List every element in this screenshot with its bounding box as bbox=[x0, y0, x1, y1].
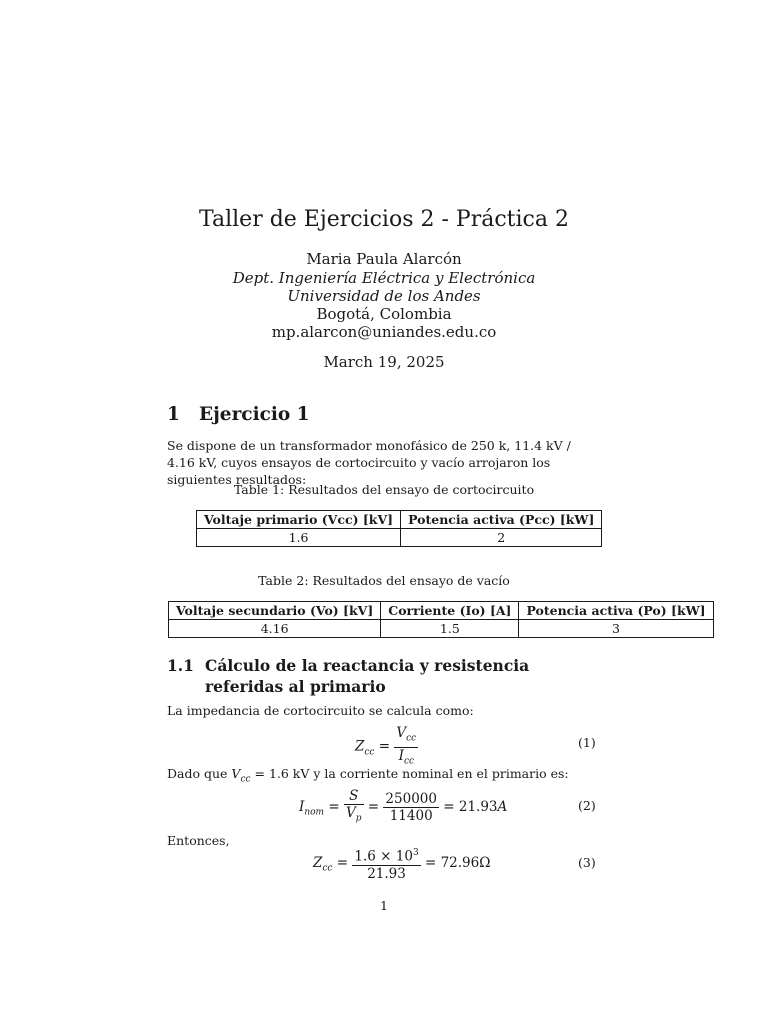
eq-subscript: cc bbox=[403, 756, 415, 767]
table-header-cell: Corriente (Io) [A] bbox=[381, 602, 519, 620]
table1-caption: Table 1: Resultados del ensayo de cortocircuito bbox=[233, 482, 535, 497]
eq-unit: A bbox=[497, 798, 508, 815]
eq-result: = 72.96Ω bbox=[424, 854, 491, 871]
eq-symbol: V bbox=[231, 766, 241, 781]
table-cell: 4.16 bbox=[169, 620, 381, 638]
table-header-cell: Voltaje primario (Vcc) [kV] bbox=[197, 511, 401, 529]
eq-numerator: 1.6 × 10 bbox=[354, 848, 413, 865]
table2-caption: Table 2: Resultados del ensayo de vacío bbox=[258, 573, 510, 588]
paragraph: Entonces, bbox=[167, 833, 230, 848]
eq-symbol: Z bbox=[313, 854, 323, 871]
eq-symbol: I bbox=[398, 747, 404, 764]
table-header-cell: Potencia activa (Po) [kW] bbox=[519, 602, 713, 620]
eq-superscript: 3 bbox=[412, 848, 419, 858]
eq-symbol: I bbox=[299, 798, 305, 815]
fraction bbox=[352, 845, 420, 882]
author-city: Bogotá, Colombia bbox=[316, 305, 452, 323]
table-cell: 3 bbox=[519, 620, 713, 638]
paragraph bbox=[167, 765, 602, 789]
eq-symbol: V bbox=[346, 805, 356, 821]
paragraph: La impedancia de cortocircuito se calcula como: bbox=[167, 703, 474, 718]
fraction bbox=[344, 788, 364, 827]
eq-denominator: 21.93 bbox=[367, 865, 406, 882]
paper-title: Taller de Ejercicios 2 - Práctica 2 bbox=[199, 207, 569, 232]
equation-2: $I_{nom}$ = $\frac{S}{V_p}$ = $\frac{250000}{11400}$ = 21.93A bbox=[299, 788, 507, 827]
eq-numerator: S bbox=[344, 788, 364, 805]
page-number: 1 bbox=[380, 898, 388, 913]
paper-date: March 19, 2025 bbox=[323, 353, 445, 371]
table-header-cell: Voltaje secundario (Vo) [kV] bbox=[169, 602, 381, 620]
equation-number: (1) bbox=[578, 735, 596, 750]
table-row bbox=[169, 620, 714, 638]
fraction bbox=[394, 725, 418, 769]
eq-subscript: cc bbox=[406, 733, 417, 744]
table-row bbox=[197, 529, 602, 547]
table1 bbox=[196, 510, 602, 547]
equation-number: (3) bbox=[578, 855, 596, 870]
equation-3: $Z_{cc}$ = $\frac{1.6 \times 10^3}{21.93}$ = 72.96Ω bbox=[313, 845, 490, 882]
table-cell: 2 bbox=[401, 529, 602, 547]
table-header-row bbox=[197, 511, 602, 529]
eq-numerator: 250000 bbox=[385, 790, 437, 807]
eq-symbol: V bbox=[396, 725, 407, 741]
table-cell: 1.5 bbox=[381, 620, 519, 638]
eq-denominator: 11400 bbox=[389, 807, 433, 824]
text-run: Dado que bbox=[167, 766, 232, 781]
subsection-number: 1.1 bbox=[167, 656, 194, 675]
author-university: Universidad de los Andes bbox=[287, 287, 481, 305]
eq-symbol: Z bbox=[355, 738, 365, 755]
eq-subscript: cc bbox=[240, 774, 251, 785]
author-email: mp.alarcon@uniandes.edu.co bbox=[271, 323, 497, 341]
table-header-row bbox=[169, 602, 714, 620]
section-heading bbox=[167, 404, 310, 425]
eq-subscript: cc bbox=[322, 863, 333, 874]
section-title: Ejercicio 1 bbox=[199, 404, 310, 425]
equation-number: (2) bbox=[578, 798, 596, 813]
eq-result: = 21.93 bbox=[443, 798, 498, 815]
subsection-heading bbox=[167, 655, 607, 697]
section-intro-paragraph: Se dispone de un transformador monofásico de 250 k, 11.4 kV / 4.16 kV, cuyos ensayos de cortocircuito y vacío arrojaron los siguientes resultados: bbox=[167, 438, 571, 487]
text-run: = 1.6 kV y la corriente nominal en el primario es: bbox=[250, 766, 569, 781]
eq-subscript: cc bbox=[364, 747, 375, 758]
fraction bbox=[383, 791, 439, 824]
section-number: 1 bbox=[167, 404, 180, 425]
subsection-title: Cálculo de la reactancia y resistencia referidas al primario bbox=[205, 656, 530, 696]
eq-subscript: nom bbox=[304, 807, 325, 818]
eq-subscript: p bbox=[355, 813, 362, 824]
author-name: Maria Paula Alarcón bbox=[306, 250, 462, 268]
equation-1: $Z_{cc}$ = $\frac{V_{cc}}{I_{cc}}$ bbox=[355, 725, 418, 769]
table-cell: 1.6 bbox=[197, 529, 401, 547]
author-department: Dept. Ingeniería Eléctrica y Electrónica bbox=[232, 269, 536, 287]
table-header-cell: Potencia activa (Pcc) [kW] bbox=[401, 511, 602, 529]
table2 bbox=[168, 601, 714, 638]
